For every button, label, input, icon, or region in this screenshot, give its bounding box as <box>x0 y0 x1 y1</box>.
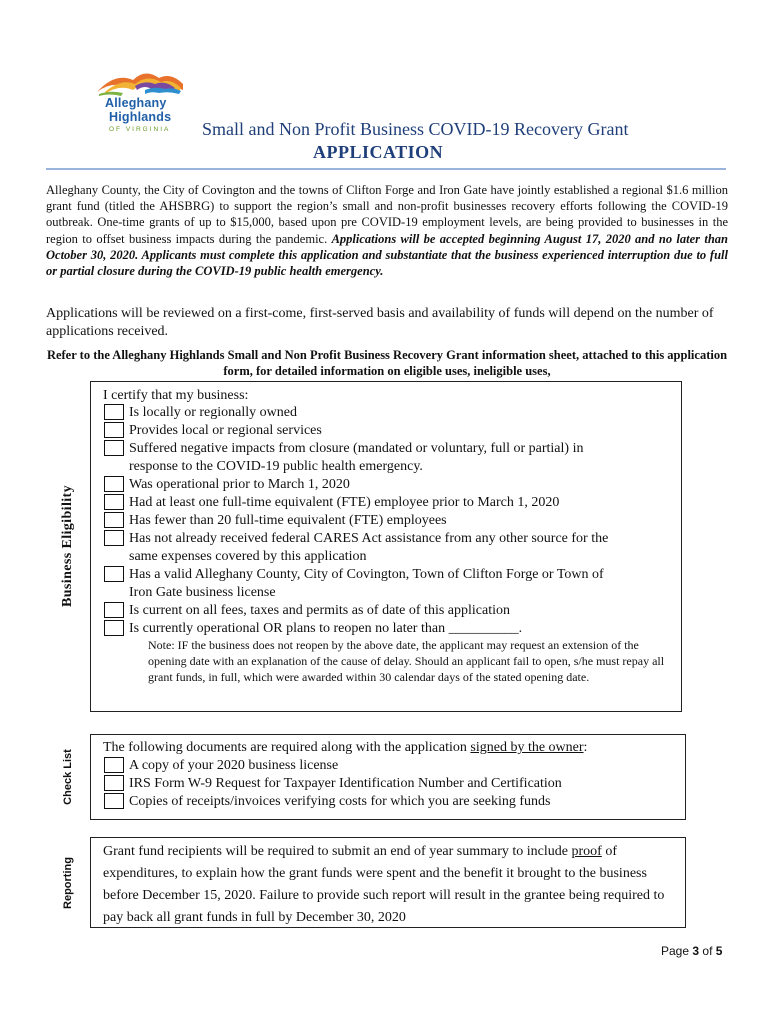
checkbox-currently-operational[interactable] <box>104 620 124 636</box>
eligibility-item: Had at least one full-time equivalent (FTE) employee prior to March 1, 2020 <box>129 495 560 510</box>
page-number <box>661 944 722 958</box>
eligibility-item: Has a valid Alleghany County, City of Covington, Town of Clifton Forge or Town of <box>129 567 604 582</box>
intro-emphasis: Applications will be accepted beginning August 17, 2020 and no later than October 30, 2020. Applicants must complete this application and substantiate that the business experienced interruption due to full or partial closure during the COVID-19 public health emergency. <box>46 231 729 279</box>
checkbox-no-cares-act[interactable] <box>104 530 124 546</box>
checkbox-valid-license[interactable] <box>104 566 124 582</box>
page-title: Small and Non Profit Business COVID-19 Recovery Grant <box>202 119 629 139</box>
intro-body: Alleghany County, the City of Covington and the towns of Clifton Forge and Iron Gate have jointly established a regional $1.6 million grant fund (titled the AHSBRG) to support the region’s small and non-profit businesses recovery efforts following the COVID-19 outbreak. One-time grants of up to $15,000, based upon pre COVID-19 employment levels, are being provided to businesses in the region to offset business impacts during the pandemic. <box>46 183 728 246</box>
eligibility-item: Provides local or regional services <box>129 423 322 438</box>
intro-paragraph <box>46 182 728 279</box>
of-word: of <box>702 944 713 958</box>
logo-line-1: Alleghany <box>105 96 167 110</box>
page-word: Page <box>661 944 690 958</box>
reporting-text-after: of expenditures, to explain how the grant funds were spent and the benefit it brought to the business before December 15, 2020. Failure to provide such report will result in the grantee being required to pay back all grant funds in full by December 30, 2020 <box>103 844 665 925</box>
checkbox-business-license[interactable] <box>104 757 124 773</box>
eligibility-item-continuation: response to the COVID-19 public health emergency. <box>129 459 423 474</box>
reporting-paragraph <box>103 841 669 929</box>
checkbox-w9-form[interactable] <box>104 775 124 791</box>
checklist-item: A copy of your 2020 business license <box>129 758 339 773</box>
reporting-text-before: Grant fund recipients will be required to submit an end of year summary to include <box>103 844 568 859</box>
page-current: 3 <box>692 944 700 958</box>
section-tab-reporting <box>46 837 90 928</box>
eligibility-item: Has not already received federal CARES Act assistance from any other source for the <box>129 531 609 546</box>
logo-line-3: OF VIRGINIA <box>109 126 171 133</box>
checklist-item: IRS Form W-9 Request for Taxpayer Identification Number and Certification <box>129 776 562 791</box>
header-divider <box>46 168 726 170</box>
checkbox-fte-employee[interactable] <box>104 494 124 510</box>
page-total: 5 <box>715 944 723 958</box>
checklist-lead-underlined: signed by the owner <box>470 740 584 755</box>
reporting-text-underlined: proof <box>571 844 602 859</box>
reporting-tab-label: Reporting <box>62 856 75 909</box>
section-tab-checklist <box>46 734 90 820</box>
checklist-lead-end: : <box>583 740 588 755</box>
checkbox-current-on-fees[interactable] <box>104 602 124 618</box>
checklist-lead <box>103 739 587 757</box>
refer-paragraph: Refer to the Alleghany Highlands Small and Non Profit Business Recovery Grant information sheet, attached to this application form, for detailed information on eligible uses, ineligible uses, <box>46 348 728 378</box>
organization-logo <box>95 66 185 138</box>
mountains-logo-icon <box>95 66 185 96</box>
checklist-tab-label: Check List <box>62 749 75 805</box>
eligibility-item: Is current on all fees, taxes and permits as of date of this application <box>129 603 510 618</box>
checkbox-receipts[interactable] <box>104 793 124 809</box>
section-tab-eligibility <box>46 381 90 711</box>
checkbox-local-services[interactable] <box>104 422 124 438</box>
page-subtitle: APPLICATION <box>313 142 444 162</box>
checkbox-negative-impacts[interactable] <box>104 440 124 456</box>
eligibility-item: Has fewer than 20 full-time equivalent (FTE) employees <box>129 513 447 528</box>
eligibility-item: Was operational prior to March 1, 2020 <box>129 477 350 492</box>
eligibility-item: Is locally or regionally owned <box>129 405 297 420</box>
eligibility-lead: I certify that my business: <box>103 388 249 403</box>
eligibility-item-continuation: same expenses covered by this application <box>129 549 367 564</box>
checklist-lead-text: The following documents are required along with the application <box>103 740 467 755</box>
checklist-item: Copies of receipts/invoices verifying costs for which you are seeking funds <box>129 794 551 809</box>
checkbox-fewer-than-20[interactable] <box>104 512 124 528</box>
checkbox-operational[interactable] <box>104 476 124 492</box>
eligibility-note: Note: IF the business does not reopen by the above date, the applicant may request an extension of the opening date with an explanation of the cause of delay. Should an applicant fail to open, s/he must repay all grant funds, in full, which were awarded within 30 calendar days of the stated opening date. <box>148 638 665 684</box>
logo-line-2: Highlands <box>109 110 172 124</box>
eligibility-item: Is currently operational OR plans to reopen no later than __________. <box>129 621 523 636</box>
review-paragraph: Applications will be reviewed on a first-come, first-served basis and availability of funds will depend on the number of applications received. <box>46 306 714 339</box>
eligibility-tab-label: Business Eligibility <box>60 485 76 607</box>
checkbox-locally-owned[interactable] <box>104 404 124 420</box>
eligibility-item-continuation: Iron Gate business license <box>129 585 276 600</box>
eligibility-item: Suffered negative impacts from closure (mandated or voluntary, full or partial) in <box>129 441 584 456</box>
